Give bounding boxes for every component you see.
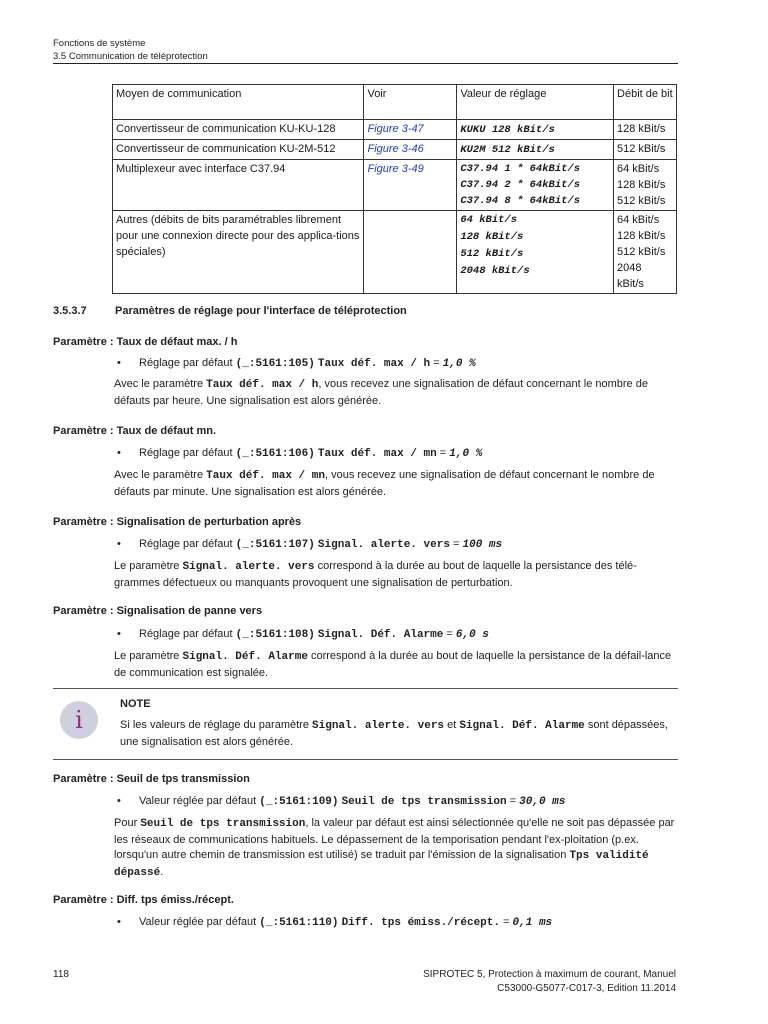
bullet-icon: • [117,795,121,807]
table-row [113,140,677,160]
bullet-icon: • [117,628,121,640]
bitrate-value: 512 kBit/s [617,246,666,258]
table-row [113,160,677,211]
page-number: 118 [53,969,69,980]
bitrate-value: 512 kBit/s [617,195,666,207]
footer-doc-id: C53000-G5077-C017-3, Edition 11.2014 [497,983,676,994]
param-default-bullet: • Réglage par défaut (_:5161:106) Taux déf. max / mn = 1,0 % [117,447,483,460]
bitrate-value: 64 kBit/s [617,163,660,175]
table-header-row [113,85,677,120]
header-rule [53,63,678,64]
table-header-cell: Moyen de communication [113,85,364,120]
param-description: Avec le paramètre Taux déf. max / mn, vous recevez une signalisation de défaut concernant le nombre de défauts par minute. Une signalisation est alors générée. [114,469,655,498]
header-section: 3.5 Communication de téléprotection [53,51,208,62]
note-bottom-rule [53,759,678,760]
table-row [113,120,677,140]
medium-cell: Convertisseur de communication KU-2M-512 [113,140,364,160]
medium-cell: Multiplexeur avec interface C37.94 [113,160,364,211]
param-default-bullet: • Réglage par défaut (_:5161:108) Signal. Déf. Alarme = 6,0 s [117,628,489,641]
bitrate-cell: 128 kBit/s [614,120,677,140]
setting-value: 512 kBit/s [460,248,524,260]
setting-value: C37.94 8 * 64kBit/s [460,195,581,207]
table-header-cell: Voir [364,85,457,120]
figure-link[interactable]: Figure 3-49 [367,163,424,175]
setting-value: KU2M 512 kBit/s [460,144,555,156]
bullet-icon: • [117,447,121,459]
setting-value: 64 kBit/s [460,214,518,226]
note-text: Si les valeurs de réglage du paramètre Signal. alerte. vers et Signal. Déf. Alarme sont dépassées, une signalisation est alors générée. [120,719,668,748]
section-heading [53,305,407,317]
medium-cell: Convertisseur de communication KU-KU-128 [113,120,364,140]
communication-table [112,84,677,294]
bullet-icon: • [117,916,121,928]
param-description: Le paramètre Signal. alerte. vers correspond à la durée au bout de laquelle la persistance des télé-grammes défectueux ou manquants provoquent une signalisation de perturbation. [114,560,637,589]
bitrate-value: 64 kBit/s [617,214,660,226]
medium-cell: Autres (débits de bits paramétrables librement pour une connexion directe pour des applica-tions spéciales) [113,211,364,294]
section-number: 3.5.3.7 [53,305,87,317]
param-default-bullet: • Valeur réglée par défaut (_:5161:109) Seuil de tps transmission = 30,0 ms [117,795,566,808]
param-default-bullet: • Valeur réglée par défaut (_:5161:110) Diff. tps émiss./récept. = 0,1 ms [117,916,553,929]
setting-value: 128 kBit/s [460,231,524,243]
note-title: NOTE [120,698,151,710]
param-heading: Paramètre : Signalisation de panne vers [53,605,263,617]
setting-value: C37.94 2 * 64kBit/s [460,179,581,191]
figure-link[interactable]: Figure 3-47 [367,123,424,135]
footer-title: SIPROTEC 5, Protection à maximum de courant, Manuel [423,969,676,980]
bullet-icon: • [117,357,121,369]
note-top-rule [53,688,678,689]
table-header-cell: Débit de bit [614,85,677,120]
bitrate-value: 128 kBit/s [617,230,666,242]
table-header-cell: Valeur de réglage [457,85,614,120]
param-heading: Paramètre : Seuil de tps transmission [53,773,250,785]
param-description: Le paramètre Signal. Déf. Alarme correspond à la durée au bout de laquelle la persistance de la défail-lance de communication est signalée. [114,650,672,679]
param-default-bullet: • Réglage par défaut (_:5161:107) Signal. alerte. vers = 100 ms [117,538,503,551]
param-heading: Paramètre : Taux de défaut max. / h [53,336,238,348]
param-heading: Paramètre : Signalisation de perturbation après [53,516,302,528]
param-default-bullet: • Réglage par défaut (_:5161:105) Taux déf. max / h = 1,0 % [117,357,476,370]
param-heading: Paramètre : Taux de défaut mn. [53,425,217,437]
bitrate-value: 128 kBit/s [617,179,666,191]
section-title: Paramètres de réglage pour l'interface de téléprotection [115,305,407,317]
param-heading: Paramètre : Diff. tps émiss./récept. [53,894,234,906]
info-icon: i [60,701,98,739]
setting-value: KUKU 128 kBit/s [460,124,555,136]
setting-value: C37.94 1 * 64kBit/s [460,163,581,175]
header-chapter: Fonctions de système [53,38,146,49]
bitrate-value: 2048 kBit/s [617,262,644,290]
see-cell [364,211,457,294]
setting-value: 2048 kBit/s [460,265,530,277]
figure-link[interactable]: Figure 3-46 [367,143,424,155]
param-description: Pour Seuil de tps transmission, la valeur par défaut est ainsi sélectionnée qu'elle ne soit pas dépassée par les réseaux de communications habituels. Le dépassement de la temporisation pendant l'ex-ploitation (p.ex. lorsqu'un autre chemin de transmission est utilisé) se traduit par l'émission de la signalisation Tps validité dépassé. [114,817,675,879]
table-row [113,211,677,294]
bullet-icon: • [117,538,121,550]
bitrate-cell: 512 kBit/s [614,140,677,160]
param-description: Avec le paramètre Taux déf. max / h, vous recevez une signalisation de défaut concernant le nombre de défauts par heure. Une signalisation est alors générée. [114,378,648,407]
